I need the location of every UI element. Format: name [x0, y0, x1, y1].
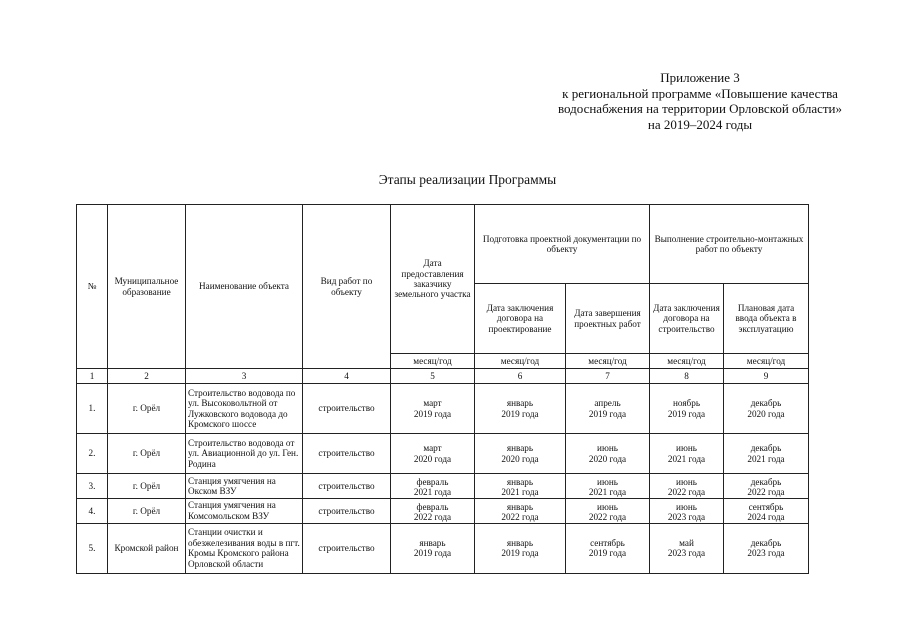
header-unit: месяц/год — [391, 354, 475, 369]
cell-constr-contract — [650, 498, 724, 523]
appendix-line: водоснабжения на территории Орловской области» — [557, 101, 843, 116]
appendix-line: на 2019–2024 годы — [647, 116, 753, 132]
date-year: 2020 года — [413, 453, 452, 464]
date-month: июнь — [676, 443, 697, 454]
date-month: январь — [419, 537, 446, 548]
date-month: июнь — [676, 477, 697, 487]
cell-design-complete — [566, 434, 650, 474]
date-month: январь — [506, 443, 534, 454]
date-year: 2019 года — [588, 408, 627, 419]
header-unit: месяц/год — [475, 354, 566, 369]
date-month: сентябрь — [748, 501, 784, 512]
date-year: 2019 года — [501, 408, 539, 419]
header-municipality: Муниципальное образование — [108, 205, 186, 369]
row-work-type: строительство — [303, 523, 391, 573]
cell-design-complete — [566, 498, 650, 523]
header-design-group: Подготовка проектной документации по объекту — [475, 205, 650, 284]
date-year: 2022 года — [501, 512, 539, 523]
date-month: март — [423, 398, 442, 409]
date-year: 2021 года — [588, 487, 627, 498]
header-constr-contract: Дата заключения договора на строительство — [650, 284, 724, 354]
date-month: декабрь — [750, 443, 782, 454]
cell-land-date — [391, 498, 475, 523]
date-year: 2020 года — [588, 453, 627, 464]
header-unit: месяц/год — [566, 354, 650, 369]
cell-land-date — [391, 523, 475, 573]
date-year: 2019 года — [413, 548, 452, 559]
cell-land-date — [391, 474, 475, 499]
row-object: Станция умягчения на Комсомольском ВЗУ — [186, 498, 303, 523]
cell-constr-contract — [650, 434, 724, 474]
date-month: январь — [506, 398, 534, 409]
date-month: декабрь — [750, 398, 782, 409]
header-unit: месяц/год — [650, 354, 724, 369]
date-year: 2021 года — [747, 453, 785, 464]
date-year: 2021 года — [667, 453, 706, 464]
cell-design-contract — [475, 474, 566, 499]
row-work-type: строительство — [303, 384, 391, 434]
date-month: июнь — [676, 501, 697, 512]
header-object: Наименование объекта — [186, 205, 303, 369]
table-row — [77, 474, 809, 499]
row-number: 1. — [77, 384, 108, 434]
header-commissioning: Плановая дата ввода объекта в эксплуатацию — [724, 284, 809, 354]
date-year: 2021 года — [413, 487, 452, 498]
date-year: 2021 года — [501, 487, 539, 498]
column-number: 7 — [566, 369, 650, 384]
row-work-type: строительство — [303, 498, 391, 523]
date-month: ноябрь — [672, 398, 701, 409]
row-object: Строительство водовода от ул. Авиационной до ул. Ген. Родина — [186, 434, 303, 474]
cell-design-contract — [475, 434, 566, 474]
cell-design-complete — [566, 523, 650, 573]
column-number: 4 — [303, 369, 391, 384]
row-object: Строительство водовода по ул. Высоковольтной от Лужковского водовода до Кромского шоссе — [186, 384, 303, 434]
appendix-header — [480, 70, 905, 132]
cell-commissioning — [724, 474, 809, 499]
date-month: март — [423, 443, 442, 454]
column-number: 6 — [475, 369, 566, 384]
row-object: Станция умягчения на Окском ВЗУ — [186, 474, 303, 499]
date-year: 2022 года — [747, 487, 785, 498]
table-row — [77, 523, 809, 573]
row-number: 4. — [77, 498, 108, 523]
date-month: декабрь — [750, 537, 782, 548]
date-year: 2024 года — [747, 512, 785, 523]
date-month: июнь — [597, 501, 618, 512]
row-municipality: г. Орёл — [108, 434, 186, 474]
date-year: 2020 года — [747, 408, 785, 419]
cell-constr-contract — [650, 384, 724, 434]
column-number: 8 — [650, 369, 724, 384]
date-month: январь — [506, 477, 534, 487]
date-year: 2019 года — [667, 408, 706, 419]
date-year: 2022 года — [667, 487, 706, 498]
cell-commissioning — [724, 498, 809, 523]
header-design-contract: Дата заключения договора на проектирование — [475, 284, 566, 354]
date-month: январь — [506, 537, 534, 548]
date-month: февраль — [416, 477, 449, 487]
appendix-line: к региональной программе «Повышение качества — [562, 85, 838, 101]
column-number: 1 — [77, 369, 108, 384]
cell-constr-contract — [650, 474, 724, 499]
cell-design-contract — [475, 498, 566, 523]
column-number: 9 — [724, 369, 809, 384]
row-municipality: г. Орёл — [108, 498, 186, 523]
date-year: 2019 года — [413, 408, 452, 419]
date-month: февраль — [416, 501, 449, 512]
date-month: сентябрь — [590, 537, 625, 548]
row-work-type: строительство — [303, 434, 391, 474]
cell-design-contract — [475, 523, 566, 573]
date-month: июнь — [597, 443, 618, 454]
appendix-line: Приложение 3 — [660, 70, 740, 85]
cell-land-date — [391, 434, 475, 474]
row-municipality: г. Орёл — [108, 474, 186, 499]
row-object: Станции очистки и обезжелезивания воды в пгт. Кромы Кромского района Орловской области — [186, 523, 303, 573]
row-work-type: строительство — [303, 474, 391, 499]
row-number: 2. — [77, 434, 108, 474]
table-row — [77, 384, 809, 434]
row-municipality: Кромской район — [108, 523, 186, 573]
header-work-type: Вид работ по объекту — [303, 205, 391, 369]
column-number: 3 — [186, 369, 303, 384]
date-year: 2023 года — [667, 512, 706, 523]
header-unit: месяц/год — [724, 354, 809, 369]
cell-design-complete — [566, 384, 650, 434]
cell-land-date — [391, 384, 475, 434]
table-row — [77, 434, 809, 474]
date-month: январь — [506, 501, 534, 512]
cell-design-contract — [475, 384, 566, 434]
cell-commissioning — [724, 523, 809, 573]
date-year: 2022 года — [588, 512, 627, 523]
date-year: 2023 года — [667, 548, 706, 559]
program-stages-table — [76, 204, 809, 574]
cell-design-complete — [566, 474, 650, 499]
header-design-complete: Дата завершения проектных работ — [566, 284, 650, 354]
cell-commissioning — [724, 384, 809, 434]
date-year: 2019 года — [588, 548, 627, 559]
row-municipality: г. Орёл — [108, 384, 186, 434]
date-month: июнь — [597, 477, 618, 487]
cell-constr-contract — [650, 523, 724, 573]
date-month: май — [679, 537, 694, 548]
date-month: декабрь — [750, 477, 782, 487]
row-number: 3. — [77, 474, 108, 499]
cell-commissioning — [724, 434, 809, 474]
date-year: 2019 года — [501, 548, 539, 559]
table-row — [77, 498, 809, 523]
header-construction-group: Выполнение строительно-монтажных работ по объекту — [650, 205, 809, 284]
column-number: 5 — [391, 369, 475, 384]
column-number: 2 — [108, 369, 186, 384]
document-title: Этапы реализации Программы — [378, 172, 557, 187]
date-year: 2023 года — [747, 548, 785, 559]
date-year: 2020 года — [501, 453, 539, 464]
date-month: апрель — [594, 398, 621, 409]
header-num: № — [77, 205, 108, 369]
row-number: 5. — [77, 523, 108, 573]
header-land-date: Дата предоставления заказчику земельного участка — [391, 205, 475, 354]
date-year: 2022 года — [413, 512, 452, 523]
